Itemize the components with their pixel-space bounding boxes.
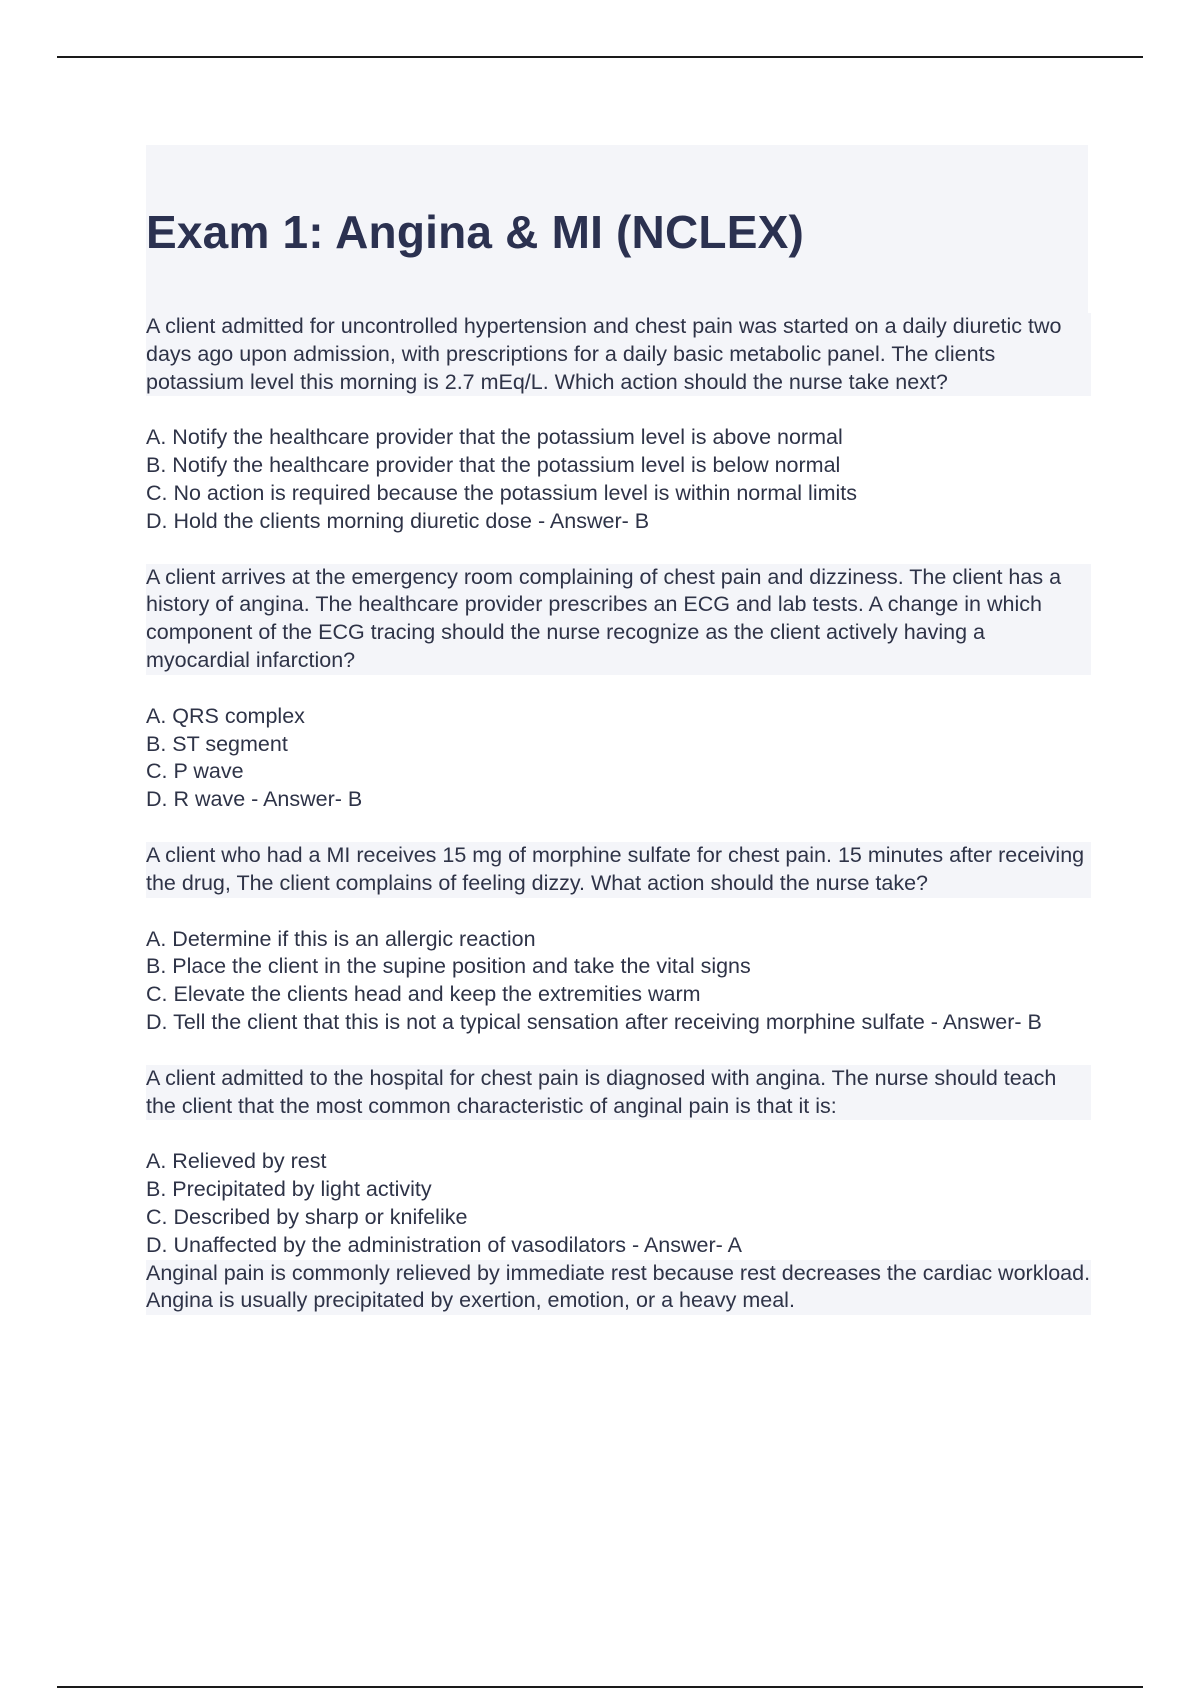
question-list	[146, 313, 1091, 1343]
option-b: B. Precipitated by light activity	[146, 1177, 432, 1202]
page-title: Exam 1: Angina & MI (NCLEX)	[146, 206, 804, 258]
question-stem: A client arrives at the emergency room complaining of chest pain and dizziness. The client has a history of angina. The healthcare provider prescribes an ECG and lab tests. A change in which component of the ECG tracing should the nurse recognize as the client actively having a myocardial infarction?	[146, 564, 1091, 675]
answer-options	[146, 1148, 1091, 1315]
title-block	[146, 145, 1088, 313]
option-b: B. Notify the healthcare provider that the potassium level is below normal	[146, 453, 841, 478]
question-2	[146, 564, 1091, 814]
option-a: A. Relieved by rest	[146, 1149, 327, 1174]
answer-options	[146, 424, 1091, 535]
question-4	[146, 1065, 1091, 1315]
option-c: C. Elevate the clients head and keep the extremities warm	[146, 982, 701, 1007]
option-c: C. No action is required because the potassium level is within normal limits	[146, 480, 858, 505]
answer-options	[146, 926, 1091, 1037]
question-1	[146, 313, 1091, 536]
question-stem: A client who had a MI receives 15 mg of morphine sulfate for chest pain. 15 minutes after receiving the drug, The client complains of feeling dizzy. What action should the nurse take?	[146, 842, 1091, 898]
bottom-rule	[57, 1686, 1143, 1688]
option-c: C. P wave	[146, 759, 244, 784]
option-a: A. QRS complex	[146, 703, 305, 728]
option-a: A. Determine if this is an allergic reaction	[146, 926, 536, 951]
answer-options	[146, 703, 1091, 814]
option-d: D. Unaffected by the administration of vasodilators - Answer- A	[146, 1232, 742, 1257]
option-d: D. Hold the clients morning diuretic dose - Answer- B	[146, 508, 650, 533]
option-b: B. Place the client in the supine position and take the vital signs	[146, 954, 751, 979]
question-stem: A client admitted for uncontrolled hypertension and chest pain was started on a daily diuretic two days ago upon admission, with prescriptions for a daily basic metabolic panel. The clients potassium level this morning is 2.7 mEq/L. Which action should the nurse take next?	[146, 313, 1091, 396]
option-c: C. Described by sharp or knifelike	[146, 1204, 468, 1229]
top-rule	[57, 56, 1143, 58]
option-d: D. R wave - Answer- B	[146, 787, 363, 812]
answer-rationale: Anginal pain is commonly relieved by immediate rest because rest decreases the cardiac workload. Angina is usually precipitated by exertion, emotion, or a heavy meal.	[146, 1260, 1091, 1316]
option-b: B. ST segment	[146, 731, 288, 756]
question-3	[146, 842, 1091, 1037]
option-d: D. Tell the client that this is not a typical sensation after receiving morphine sulfate - Answer- B	[146, 1009, 1042, 1034]
question-stem: A client admitted to the hospital for chest pain is diagnosed with angina. The nurse should teach the client that the most common characteristic of anginal pain is that it is:	[146, 1065, 1091, 1121]
option-a: A. Notify the healthcare provider that the potassium level is above normal	[146, 425, 843, 450]
